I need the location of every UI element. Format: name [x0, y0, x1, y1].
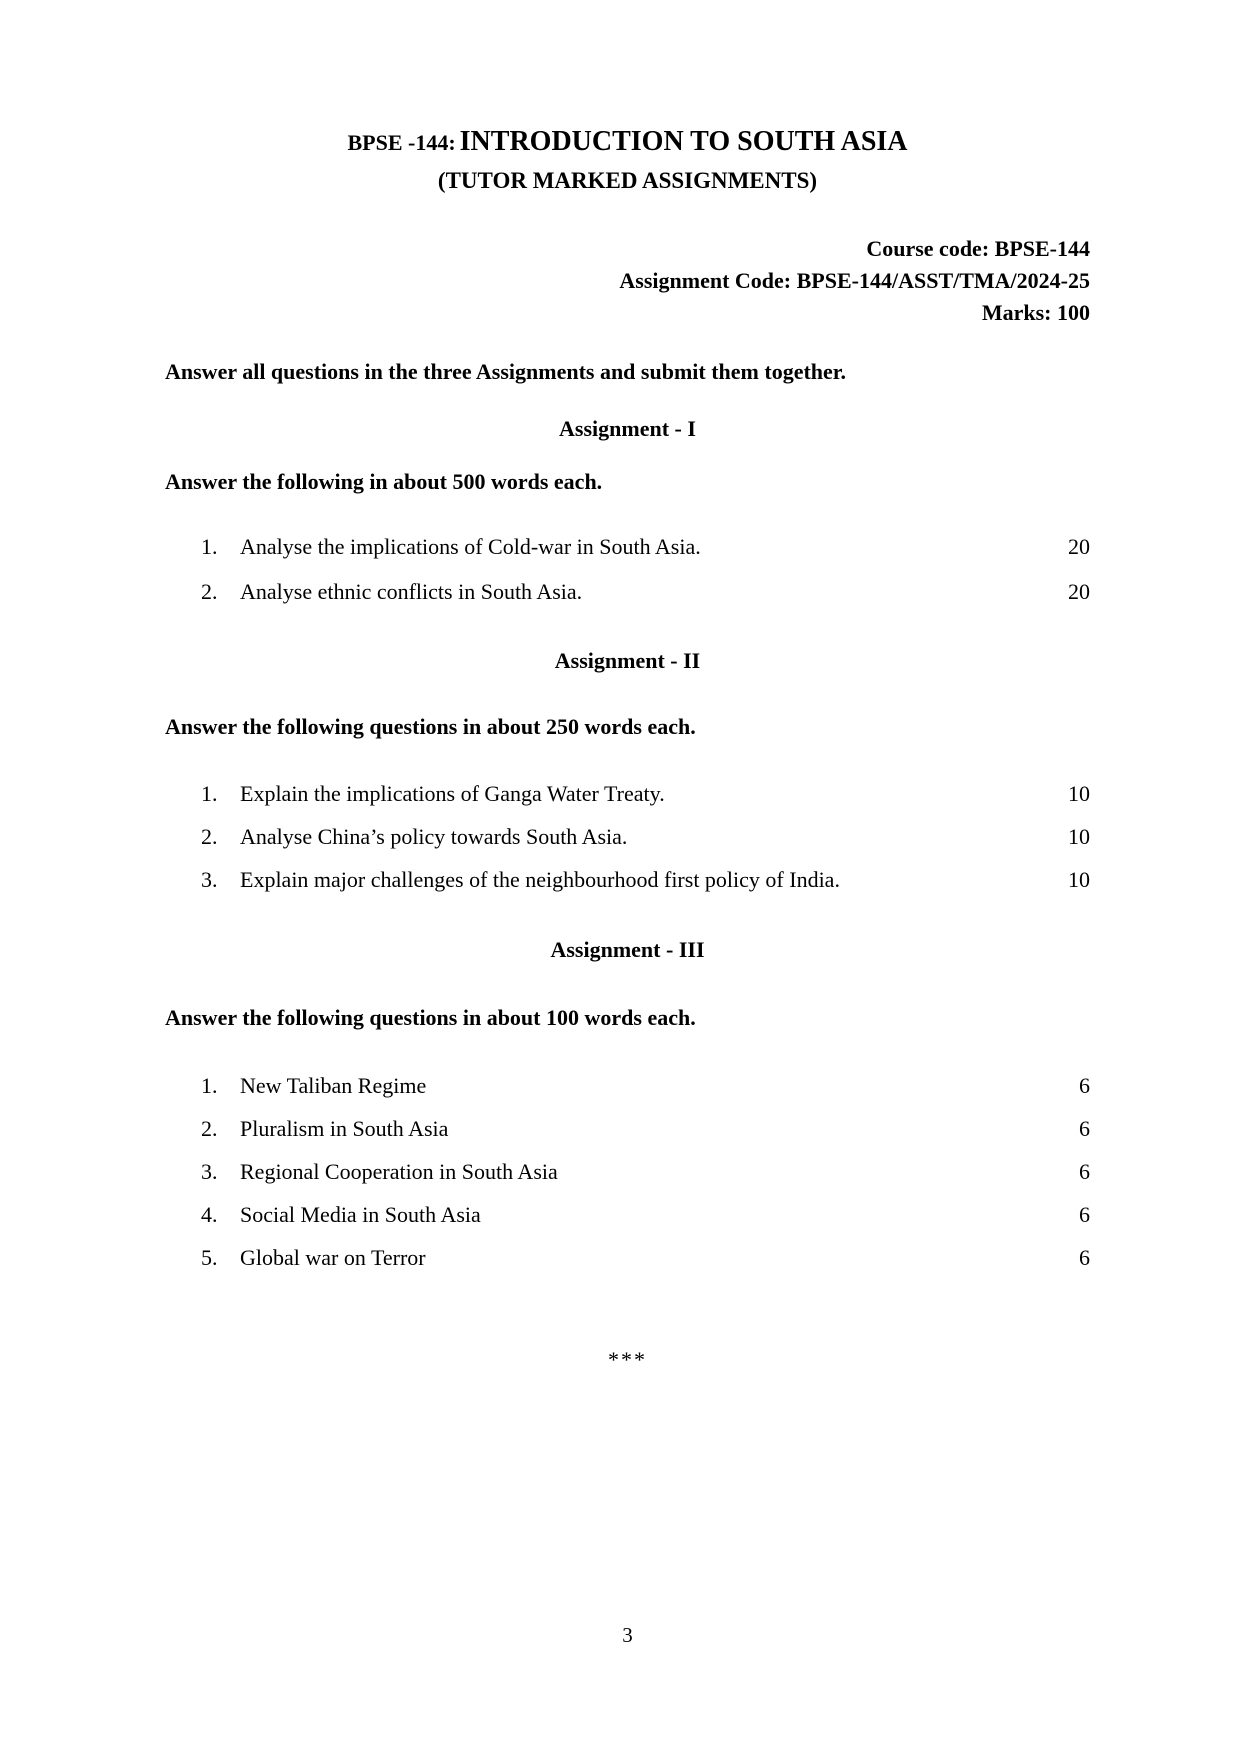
question-row	[165, 865, 1090, 895]
assignment-2-question-list	[165, 779, 1090, 895]
question-row	[165, 532, 1090, 562]
assignment-1-question-list	[165, 532, 1090, 607]
page-title	[165, 125, 1090, 163]
question-number: 2.	[201, 824, 218, 849]
question-text: Regional Cooperation in South Asia	[240, 1159, 558, 1184]
question-row	[165, 1157, 1090, 1187]
meta-assignment-code: Assignment Code: BPSE-144/ASST/TMA/2024-25	[619, 268, 1090, 293]
assignment-section-1	[165, 414, 1090, 607]
question-row	[165, 1071, 1090, 1101]
question-text: Explain the implications of Ganga Water Treaty.	[240, 781, 665, 806]
question-marks: 6	[1079, 1202, 1090, 1227]
course-code-prefix: BPSE -144:	[347, 130, 456, 155]
main-instruction: Answer all questions in the three Assignments and submit them together.	[165, 359, 847, 384]
question-number: 2.	[201, 1116, 218, 1141]
question-marks: 10	[1068, 867, 1090, 892]
assignment-section-3	[165, 935, 1090, 1273]
page-subtitle: (TUTOR MARKED ASSIGNMENTS)	[437, 168, 818, 193]
question-text: Analyse the implications of Cold-war in South Asia.	[240, 534, 701, 559]
meta-marks-total: Marks: 100	[981, 300, 1090, 325]
question-number: 3.	[201, 1159, 218, 1184]
question-text: Pluralism in South Asia	[240, 1116, 449, 1141]
question-row	[165, 577, 1090, 607]
question-row	[165, 779, 1090, 809]
assignment-3-question-list	[165, 1071, 1090, 1273]
assignment-1-heading: Assignment - I	[559, 416, 696, 441]
question-text: Global war on Terror	[240, 1245, 426, 1270]
assignment-3-heading: Assignment - III	[550, 937, 705, 962]
question-marks: 10	[1068, 781, 1090, 806]
assignment-section-2	[165, 646, 1090, 895]
assignment-1-instruction: Answer the following in about 500 words each.	[165, 469, 603, 494]
question-row	[165, 822, 1090, 852]
question-number: 4.	[201, 1202, 218, 1227]
course-title: INTRODUCTION TO SOUTH ASIA	[459, 126, 908, 157]
question-text: Analyse China’s policy towards South Asia.	[240, 824, 628, 849]
assignment-3-instruction: Answer the following questions in about 100 words each.	[165, 1005, 696, 1030]
question-marks: 10	[1068, 824, 1090, 849]
meta-course-code: Course code: BPSE-144	[866, 236, 1090, 261]
question-row	[165, 1243, 1090, 1273]
question-text: New Taliban Regime	[240, 1073, 427, 1098]
question-marks: 6	[1079, 1245, 1090, 1270]
question-marks: 6	[1079, 1116, 1090, 1141]
question-marks: 20	[1068, 534, 1090, 559]
question-number: 1.	[201, 781, 218, 806]
question-row	[165, 1114, 1090, 1144]
question-text: Social Media in South Asia	[240, 1202, 481, 1227]
page-number: 3	[622, 1623, 633, 1647]
end-separator: ***	[608, 1347, 647, 1372]
assignment-2-heading: Assignment - II	[554, 648, 701, 673]
question-number: 2.	[201, 579, 218, 604]
question-text: Analyse ethnic conflicts in South Asia.	[240, 579, 583, 604]
question-number: 5.	[201, 1245, 218, 1270]
question-number: 3.	[201, 867, 218, 892]
question-marks: 6	[1079, 1159, 1090, 1184]
assignment-2-instruction: Answer the following questions in about 250 words each.	[165, 714, 696, 739]
meta-block	[165, 233, 1090, 329]
question-number: 1.	[201, 1073, 218, 1098]
question-text: Explain major challenges of the neighbourhood first policy of India.	[240, 867, 840, 892]
question-row	[165, 1200, 1090, 1230]
question-marks: 20	[1068, 579, 1090, 604]
question-marks: 6	[1079, 1073, 1090, 1098]
question-number: 1.	[201, 534, 218, 559]
